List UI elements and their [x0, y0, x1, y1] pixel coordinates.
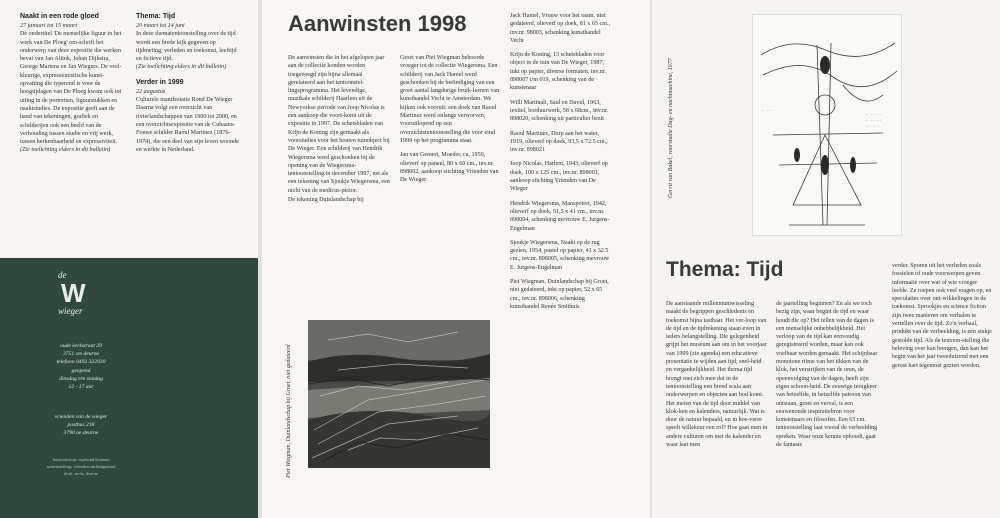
credit-line: basisontwerp: raymond bouman	[52, 457, 110, 462]
agenda-body-naakt: De ondertitel 'De menselijke figuur in het werk van De Ploeg' om-schrift het onderwerp van deze expositie die werken bevat van Jan Altink, Johan Dijkstra, George Martens en Jan Wiegers. De veel-kleurige, expressionistische kunst-opvatting die typerend is voor de hoogtijdagen van De Ploeg kwam ook tot uiting in de portretten, figuurstukken en naaktstudies. De expositie geeft aan de hand van tekeningen, grafiek en schilderijen ook een beeld van de verhouding tussen studie en vrij werk, tussen herkenbaarheid en expressiviteit.	[20, 31, 122, 146]
duinlandschap-drawing	[308, 320, 490, 468]
article-text: Groet van Piet Wiegman behoorde vroeger tot de collectie Wiegersma. Een schilderij van Jack Hamel werd geschonken bij de beëindiging van een groot aantal langdurige bruik-leenen van kunsthandel Vecht te Amsterdam. We kijken ook vooruit: een doek van Raoul Martinez werd onlangs verworven, vooruitlopend op een overzichtstentoonstelling die voor eind 1999 op het programma staat.	[400, 55, 500, 144]
acquisition-list	[510, 12, 610, 311]
svg-text:··· ·· ·: ··· ·· ·	[865, 124, 880, 128]
page-middle	[262, 0, 650, 518]
agenda-heading-verder: Verder in 1999	[136, 78, 184, 86]
acquisition-entry: Raoul Martinez, Dorp aan het water, 1919, olieverf op doek, 93,5 x 72.5 cm., inv.nr. 898021	[510, 130, 608, 154]
acquisition-entry: Piet Wiegman, Duinlandschap bij Groet, niet gedateerd, inkt op papier, 52 x 65 cm., inv.nr. 898006, schenking kunsthandel Renée Smithuis	[510, 279, 609, 310]
acquisition-entry: Sjoukje Wiegersma, Naakt op de rug gezien, 1954, pastel op papier, 41 x 32.5 cm., inv.nr. 898005, schenking mevrouw E. Jurgens-Engelman	[510, 239, 610, 271]
article-text: De aanwinsten die in het afgelopen jaar aan de collectie konden worden toegevoegd zijn bijna allemaal gerelateerd aan het tentoonstel-lingsprogramma. Het levendige, muzikale schilderij Haarlem uit de Newyorkse periode van Joop Nicolas is een aankoop die voort-komt uit de expositie in 1997. De schetsbladen van Krijn de Koning zijn gemaakt als voorstudies voor het houten tuinobject bij De Wieger. Een schilderij van Hendrik Wiegersma werd geschonken bij de opening van de Wiegersma-tentoonstelling in december 1997, net als een tekening van Sjoukje Wiegersma, een nicht van de medicus-pictor.	[288, 55, 390, 194]
agenda-heading-naakt: Naakt in een rode gloed	[20, 13, 99, 20]
postal-line: vrienden van de wieger	[54, 414, 108, 420]
agenda-dates-naakt: 27 januari tot 15 maart	[20, 23, 78, 29]
acquisition-entry: Jack Hamel, Vrouw voor het raam, niet gedateerd, olieverf op doek, 81 x 65 cm., inv.nr. 98003, schenking kunsthandel Vecht	[510, 13, 611, 44]
article-text: De aanstaande millenniumwisseling maakt de begrippen geschiedenis en toekomst bijna tastbaar. Het ver-loop van de tijd en de tijdrekening staan even in ieders belangstelling. Die gelegenheid grijpt het museum aan om in het voorjaar van 1999 (zie agenda) een educatieve presentatie te wijden aan tijd, snel-heid en vergankelijkheid. Het thema tijd brengt met zich mee dat in de tentoonstelling een breed scala aan onderwerpen en objecten aan bod komt. Het meten van de tijd door middel van klok-ken en kalenders, natuurlijk. Wat is door de natuur bepaald, en in hoe-verre speelt willekeur een rol? Hoe gaat men in andere culturen om met de kalender en waar laat men	[666, 301, 768, 449]
figure-caption-dag-nachtmachine: Gerrit van Bakel, voorstudie Dag- en nachtmachine, 1977	[668, 58, 674, 198]
svg-text:·· ·· ···: ·· ·· ···	[865, 118, 882, 122]
article-text: De tekening Duinlandschap bij	[288, 197, 364, 204]
article-column-1	[288, 54, 390, 204]
agenda-body-verder: Culturele manifestatie Rond De Wieger Daarna volgt een overzicht van rivierlandschappen van 1900 tot 2000, en een overzichtsexpositie van de Cubaans-Franse schilder Raoul Martinez (1876-1974), die een deel van zijn leven woonde en werkte in Nederland.	[136, 97, 239, 153]
agenda-column-1	[20, 12, 124, 155]
credit-line: samenstelling: vrienden stichtingsraad	[46, 464, 116, 469]
credit-line: druk: smits, deurne	[63, 471, 99, 476]
address-line: telefoon 0493 322930	[56, 359, 106, 366]
theme-column-3	[892, 262, 992, 370]
agenda-column-2	[136, 12, 242, 154]
agenda-dates-verder: 22 augustus	[136, 88, 166, 95]
page-title-aanwinsten: Aanwinsten 1998	[288, 11, 467, 36]
agenda-heading-tijd: Thema: Tijd	[136, 13, 176, 20]
acquisition-entry: Willi Martinali, Saul en David, 1963, textiel, borduurwerk, 58 x 68cm., inv.nr. 898020, schenking uit particulier bezit	[510, 99, 609, 123]
de-wieger-logo	[58, 270, 86, 316]
credits	[36, 456, 126, 477]
theme-column-2	[776, 300, 878, 449]
svg-text:·· ··· ··: ·· ··· ··	[865, 112, 882, 116]
address-line: dinsdag t/m zondag	[59, 375, 103, 382]
logo-wieger: wieger	[58, 306, 83, 316]
address-line: 3751 xm deurne	[62, 351, 100, 358]
svg-text:·· ···: ·· ···	[761, 108, 772, 112]
article-text: verder. Sporen uit het verleden zoals fossielen of oude voorwerpen geven informatie over wat of wie vroeger leefde. Ze roepen ook veel vragen op, en speculaties over ont-wikkelingen in de toekomst. Sprookjes en science fiction zijn twee manieren om verhalen te vertellen over de tijd. Zo'n verhaal, produkt van de verbeelding, is een stukje gestolde tijd. Als de tentoon-stelling die beleving over kan brengen, dan kan het begin van het jaar tweeduizend met een gerust hart tegemoet gezien worden.	[892, 263, 993, 369]
page-right	[652, 0, 1000, 518]
acquisition-entry: Krijn de Koning, 13 schetsbladen voor object in de tuin van De Wieger, 1987, inkt op papier, diverse formaten, inv.nr. 898007 t/m 019, schenking van de kunstenaar	[510, 52, 606, 92]
article-text: de jaartelling beginnen? En als we toch bezig zijn, waar begint de tijd en waar houdt die op? Het tellen van de dagen is een menselijke onhebbelijkheid. Het verloop van de tijd kan eenvoudig geregistreerd worden, maar kan ook voelbaar worden gemaakt. Het schijnbaar monotone ritme van het tikken van de klok, het verstrijken van de uren, de opeenvolging van de dagen, heeft zijn eigen schoon-heid. De eeuwige terugkeer van hetzelfde, in hetzelfde patroon van ontstaan, groei en verval, is een eeuwenoude inspiratiebron voor kunstenaars en filosofen. Een 65 cm. tentoonstelling laat vooral de verbeelding spreken. Waar onze kennis ophoudt, gaat de fantasie	[776, 301, 878, 449]
figure-caption-duinlandschap: Piet Wiegman, Duinlandschap bij Groet, niet gedateerd	[286, 344, 292, 478]
postal-address	[36, 413, 126, 438]
address-line: geopend	[71, 367, 91, 374]
address-line: 12 - 17 uur	[68, 384, 94, 391]
page-title-thema-tijd: Thema: Tijd	[666, 258, 784, 281]
article-column-2	[400, 54, 500, 184]
agenda-note-naakt: (Zie toelichting elders in dit bulletin)	[20, 147, 111, 154]
museum-info-panel	[0, 258, 258, 518]
acquisition-entry: Joop Nicolas, Harlem, 1943, olieverf op doek, 100 x 125 cm., inv.nr. 898001, aankoop stichting Vrienden van De Wieger	[510, 161, 608, 193]
museum-address	[36, 342, 126, 391]
acquisition-entry: Jan van Gemert, Moeder, ca. 1950, olieverf op paneel, 80 x 60 cm., inv.nr. 898002, aankoop stichting Vrienden van De Wieger	[400, 152, 499, 184]
postal-line: 3790 ae deurne	[63, 430, 99, 437]
logo-w: W	[61, 278, 86, 308]
agenda-note-tijd: (Zie toelichting elders in dit bulletin)	[136, 64, 227, 71]
agenda-body-tijd: In deze thematentoonstelling over de tijd wordt een brede kijk gegeven op tijdmeting, verleden en toekomst, leeftijd en fictieve tijd.	[136, 31, 237, 63]
dag-nachtmachine-drawing	[752, 14, 902, 236]
address-line: oude kerkstraat 29	[60, 343, 102, 349]
page-left	[0, 0, 258, 518]
postal-line: postbus 218	[67, 422, 95, 429]
theme-column-1	[666, 300, 768, 449]
acquisition-entry: Hendrik Wiegersma, Manspotret, 1942, olieverf op doek, 51,5 x 41 cm., inv.nr. 898004, schenking mevrouw E. Jurgens-Engelman	[510, 200, 610, 232]
logo-de: de	[58, 270, 67, 280]
agenda-dates-tijd: 20 maart tot 14 juni	[136, 23, 185, 29]
